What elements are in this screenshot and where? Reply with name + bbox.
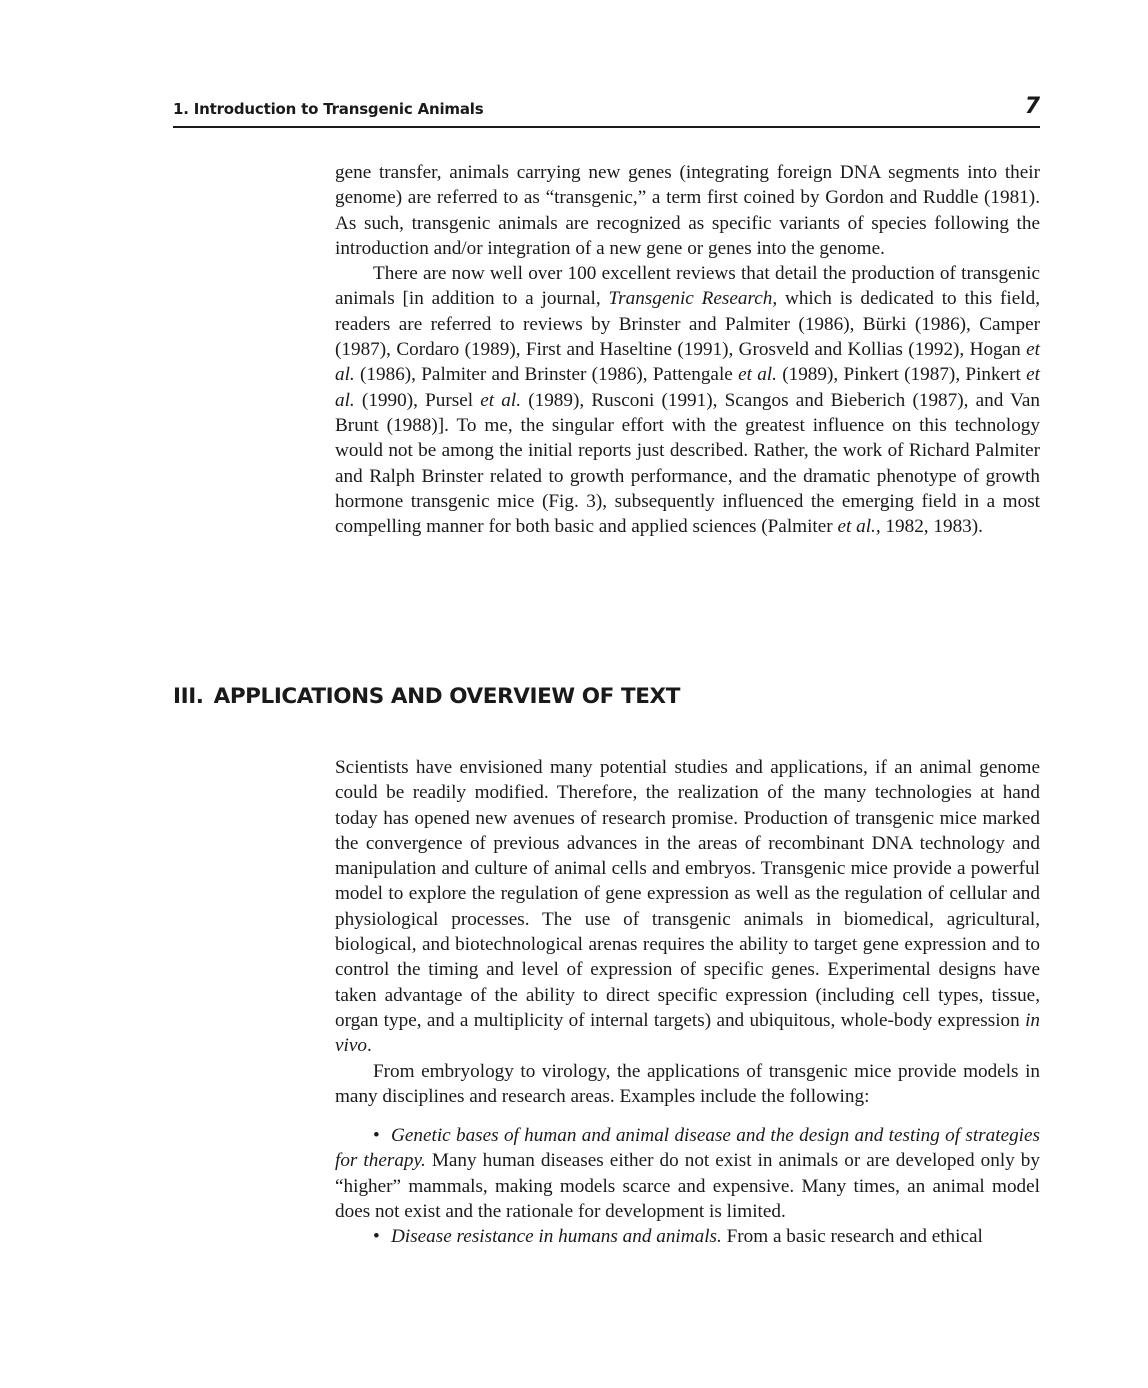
text-run: (1990), Pursel [354,389,481,411]
list-item [335,1224,1040,1249]
paragraph-embryology [335,1059,1040,1110]
chapter-title: 1. Introduction to Transgenic Animals [173,100,484,118]
running-head [173,96,1040,128]
text-run: From a basic research and ethical [721,1226,983,1248]
paragraph-reviews [335,261,1040,539]
section-heading [173,684,680,709]
text-run: . [366,1035,372,1057]
list-item [335,1123,1040,1224]
in-vivo: in vivo [335,1009,1040,1057]
text-run: 1982, 1983). [880,516,983,538]
et-al: et al., [837,516,881,538]
text-run: From embryology to virology, the applications of transgenic mice provide models in many disciplines and research areas. Examples include the following: [335,1060,1040,1107]
text-run: which is dedicated to this field, readers are referred to reviews by Brinster and Palmiter (1986), Bürki (1986), Camper (1987), Cordaro (1989), First and Haseltine (1991), Grosveld and Kollias (1992), Hogan [335,288,1040,361]
page-number: 7 [1024,94,1040,119]
bullet-icon: • [373,1125,380,1147]
text-run: Many human diseases either do not exist in animals or are developed only by “higher” mammals, making models scarce and expensive. Many times, an animal model does not exist and the rationale for development is limited. [335,1150,1040,1223]
et-al: et al. [335,339,1040,386]
bullet-heading: Genetic bases of human and animal disease and the design and testing of strategies for therapy. [335,1125,1040,1172]
text-run: (1986), Palmiter and Brinster (1986), Pattengale [354,364,739,386]
bullet-list [335,1123,1040,1249]
text-run: (1989), Pinkert (1987), Pinkert [776,364,1027,386]
text-run: (1989), Rusconi (1991), Scangos and Bieberich (1987), and Van Brunt (1988)]. To me, the singular effort with the greatest influence on this technology would not be among the initial reports just described. Rather, the work of Richard Palmiter and Ralph Brinster related to growth performance, and the dramatic phenotype of growth hormone transgenic mice (Fig. 3), subsequently influenced the emerging field in a most compelling manner for both basic and applied sciences (Palmiter [335,389,1040,538]
paragraph-gene-transfer [335,160,1040,261]
section-number: III. [173,684,204,709]
text-run: There are now well over 100 excellent reviews that detail the production of transgenic animals [in addition to a journal, [335,263,1040,310]
text-run: gene transfer, animals carrying new genes (integrating foreign DNA segments into their genome) are referred to as “transgenic,” a term first coined by Gordon and Ruddle (1981). As such, transgenic animals are recognized as specific variants of species following the introduction and/or integration of a new gene or genes into the genome. [335,162,1040,259]
et-al: et al. [335,364,1040,411]
text-block-intro [335,160,1040,539]
text-block-applications [335,755,1040,1250]
section-title: APPLICATIONS AND OVERVIEW OF TEXT [213,684,681,709]
bullet-heading: Disease resistance in humans and animals. [391,1226,722,1248]
et-al: et al. [738,364,777,386]
paragraph-scientists [335,755,1040,1059]
text-run: Scientists have envisioned many potential studies and applications, if an animal genome could be readily modified. Therefore, the realization of the many technologies at hand today has opened new avenues of research promise. Production of transgenic mice marked the convergence of previous advances in the areas of recombinant DNA technology and manipulation and culture of animal cells and embryos. Transgenic mice provide a powerful model to explore the regulation of gene expression as well as the regulation of cellular and physiological processes. The use of transgenic animals in biomedical, agricultural, biological, and biotechnological arenas requires the ability to target gene expression and to control the timing and level of expression of specific genes. Experimental designs have taken advantage of the ability to direct specific expression (including cell types, tissue, organ type, and a multiplicity of internal targets) and ubiquitous, whole-body expression [335,757,1040,1031]
journal-title: Transgenic Research, [608,288,778,310]
bullet-icon: • [373,1226,380,1248]
et-al: et al. [480,389,522,411]
